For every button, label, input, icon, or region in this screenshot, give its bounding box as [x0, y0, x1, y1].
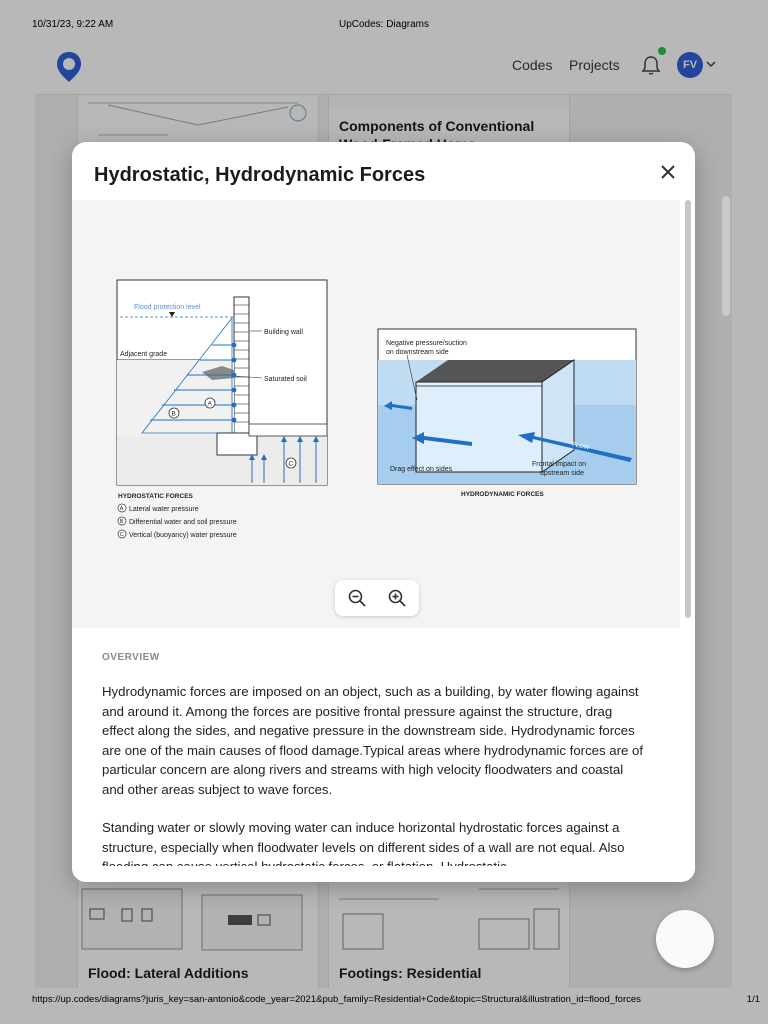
zoom-out-icon[interactable]: [347, 588, 367, 608]
legend-a-label: Lateral water pressure: [129, 506, 199, 513]
zoom-controls: [335, 580, 419, 616]
bg-card-title: Components of Conventional: [339, 118, 535, 134]
flood-protection-label: Flood protection level: [134, 304, 201, 311]
diagram-viewer: [72, 200, 680, 628]
adjacent-grade-label: Adjacent grade: [120, 351, 168, 358]
drag-effect-label: Drag effect on sides: [390, 466, 453, 473]
print-date: 10/31/23, 9:22 AM: [32, 19, 114, 30]
print-footer: [0, 990, 768, 1024]
negative-pressure-label-line1: Negative pressure/suction: [386, 340, 467, 347]
modal-scrollbar[interactable]: [685, 200, 691, 618]
hydrodynamic-forces-caption: HYDRODYNAMIC FORCES: [461, 491, 544, 498]
overview-paragraph: Hydrodynamic forces are imposed on an object, such as a building, by water flowing against and around it. Among the forces are positive frontal pressure against the structure, drag effect along the sides, and negative pressure in the downstream side. Hydrodynamic forces are one of the main causes of flood damage.Typical areas where hydrodynamic forces are of particular concern are along rivers and streams with high velocity floodwaters and coastal and other areas subject to wave forces.: [102, 684, 643, 797]
building-wall-label: Building wall: [264, 329, 303, 336]
avatar[interactable]: FV: [677, 52, 703, 78]
page-scrollbar[interactable]: [722, 196, 730, 316]
print-page-number: 1/1: [746, 994, 760, 1005]
diagram-modal: [72, 142, 695, 882]
modal-title: Hydrostatic, Hydrodynamic Forces: [94, 164, 426, 186]
print-title: UpCodes: Diagrams: [338, 19, 430, 30]
legend-b-label: Differential water and soil pressure: [129, 519, 237, 526]
frontal-impact-label-line1: Frontal impact on: [532, 461, 587, 468]
legend-marker-a: A: [119, 506, 124, 513]
print-url: https://up.codes/diagrams?juris_key=san-antonio&code_year=2021&pub_family=Residential+Code&topic=Structural&illustration_id=flood_forces: [32, 994, 641, 1005]
building-block: [416, 382, 542, 472]
flow-label: FLOW: [571, 442, 590, 452]
zoom-in-icon[interactable]: [387, 588, 407, 608]
overview-paragraph: Standing water or slowly moving water can induce horizontal hydrostatic forces against a structure, especially when floodwater levels on different sides of a wall are not equal. Also: [102, 820, 625, 855]
marker-b-label: B: [171, 410, 176, 418]
negative-pressure-label-line2: on downstream side: [386, 349, 449, 356]
overview-label: OVERVIEW: [102, 652, 160, 663]
marker-c-label: C: [288, 460, 294, 468]
bg-card-title: Footings: Residential: [339, 965, 482, 981]
close-icon[interactable]: [660, 164, 676, 180]
flood-forces-diagram: [72, 200, 680, 628]
slab: [249, 424, 327, 436]
nav-codes-link[interactable]: Codes: [512, 57, 553, 73]
bg-card-title: Flood: Lateral Additions: [88, 965, 249, 981]
marker-a-label: A: [207, 400, 212, 408]
nav-projects-link[interactable]: Projects: [569, 57, 620, 73]
building-wall: [234, 297, 249, 433]
floating-action-button[interactable]: [656, 910, 714, 968]
legend-c-label: Vertical (buoyancy) water pressure: [129, 532, 237, 539]
content-clip: [72, 866, 695, 882]
hydrostatic-forces-title: HYDROSTATIC FORCES: [118, 493, 193, 500]
saturated-soil-label: Saturated soil: [264, 376, 307, 383]
legend-marker-b: B: [119, 519, 124, 526]
legend-marker-c: C: [119, 532, 124, 539]
frontal-impact-label-line2: upstream side: [540, 470, 584, 477]
